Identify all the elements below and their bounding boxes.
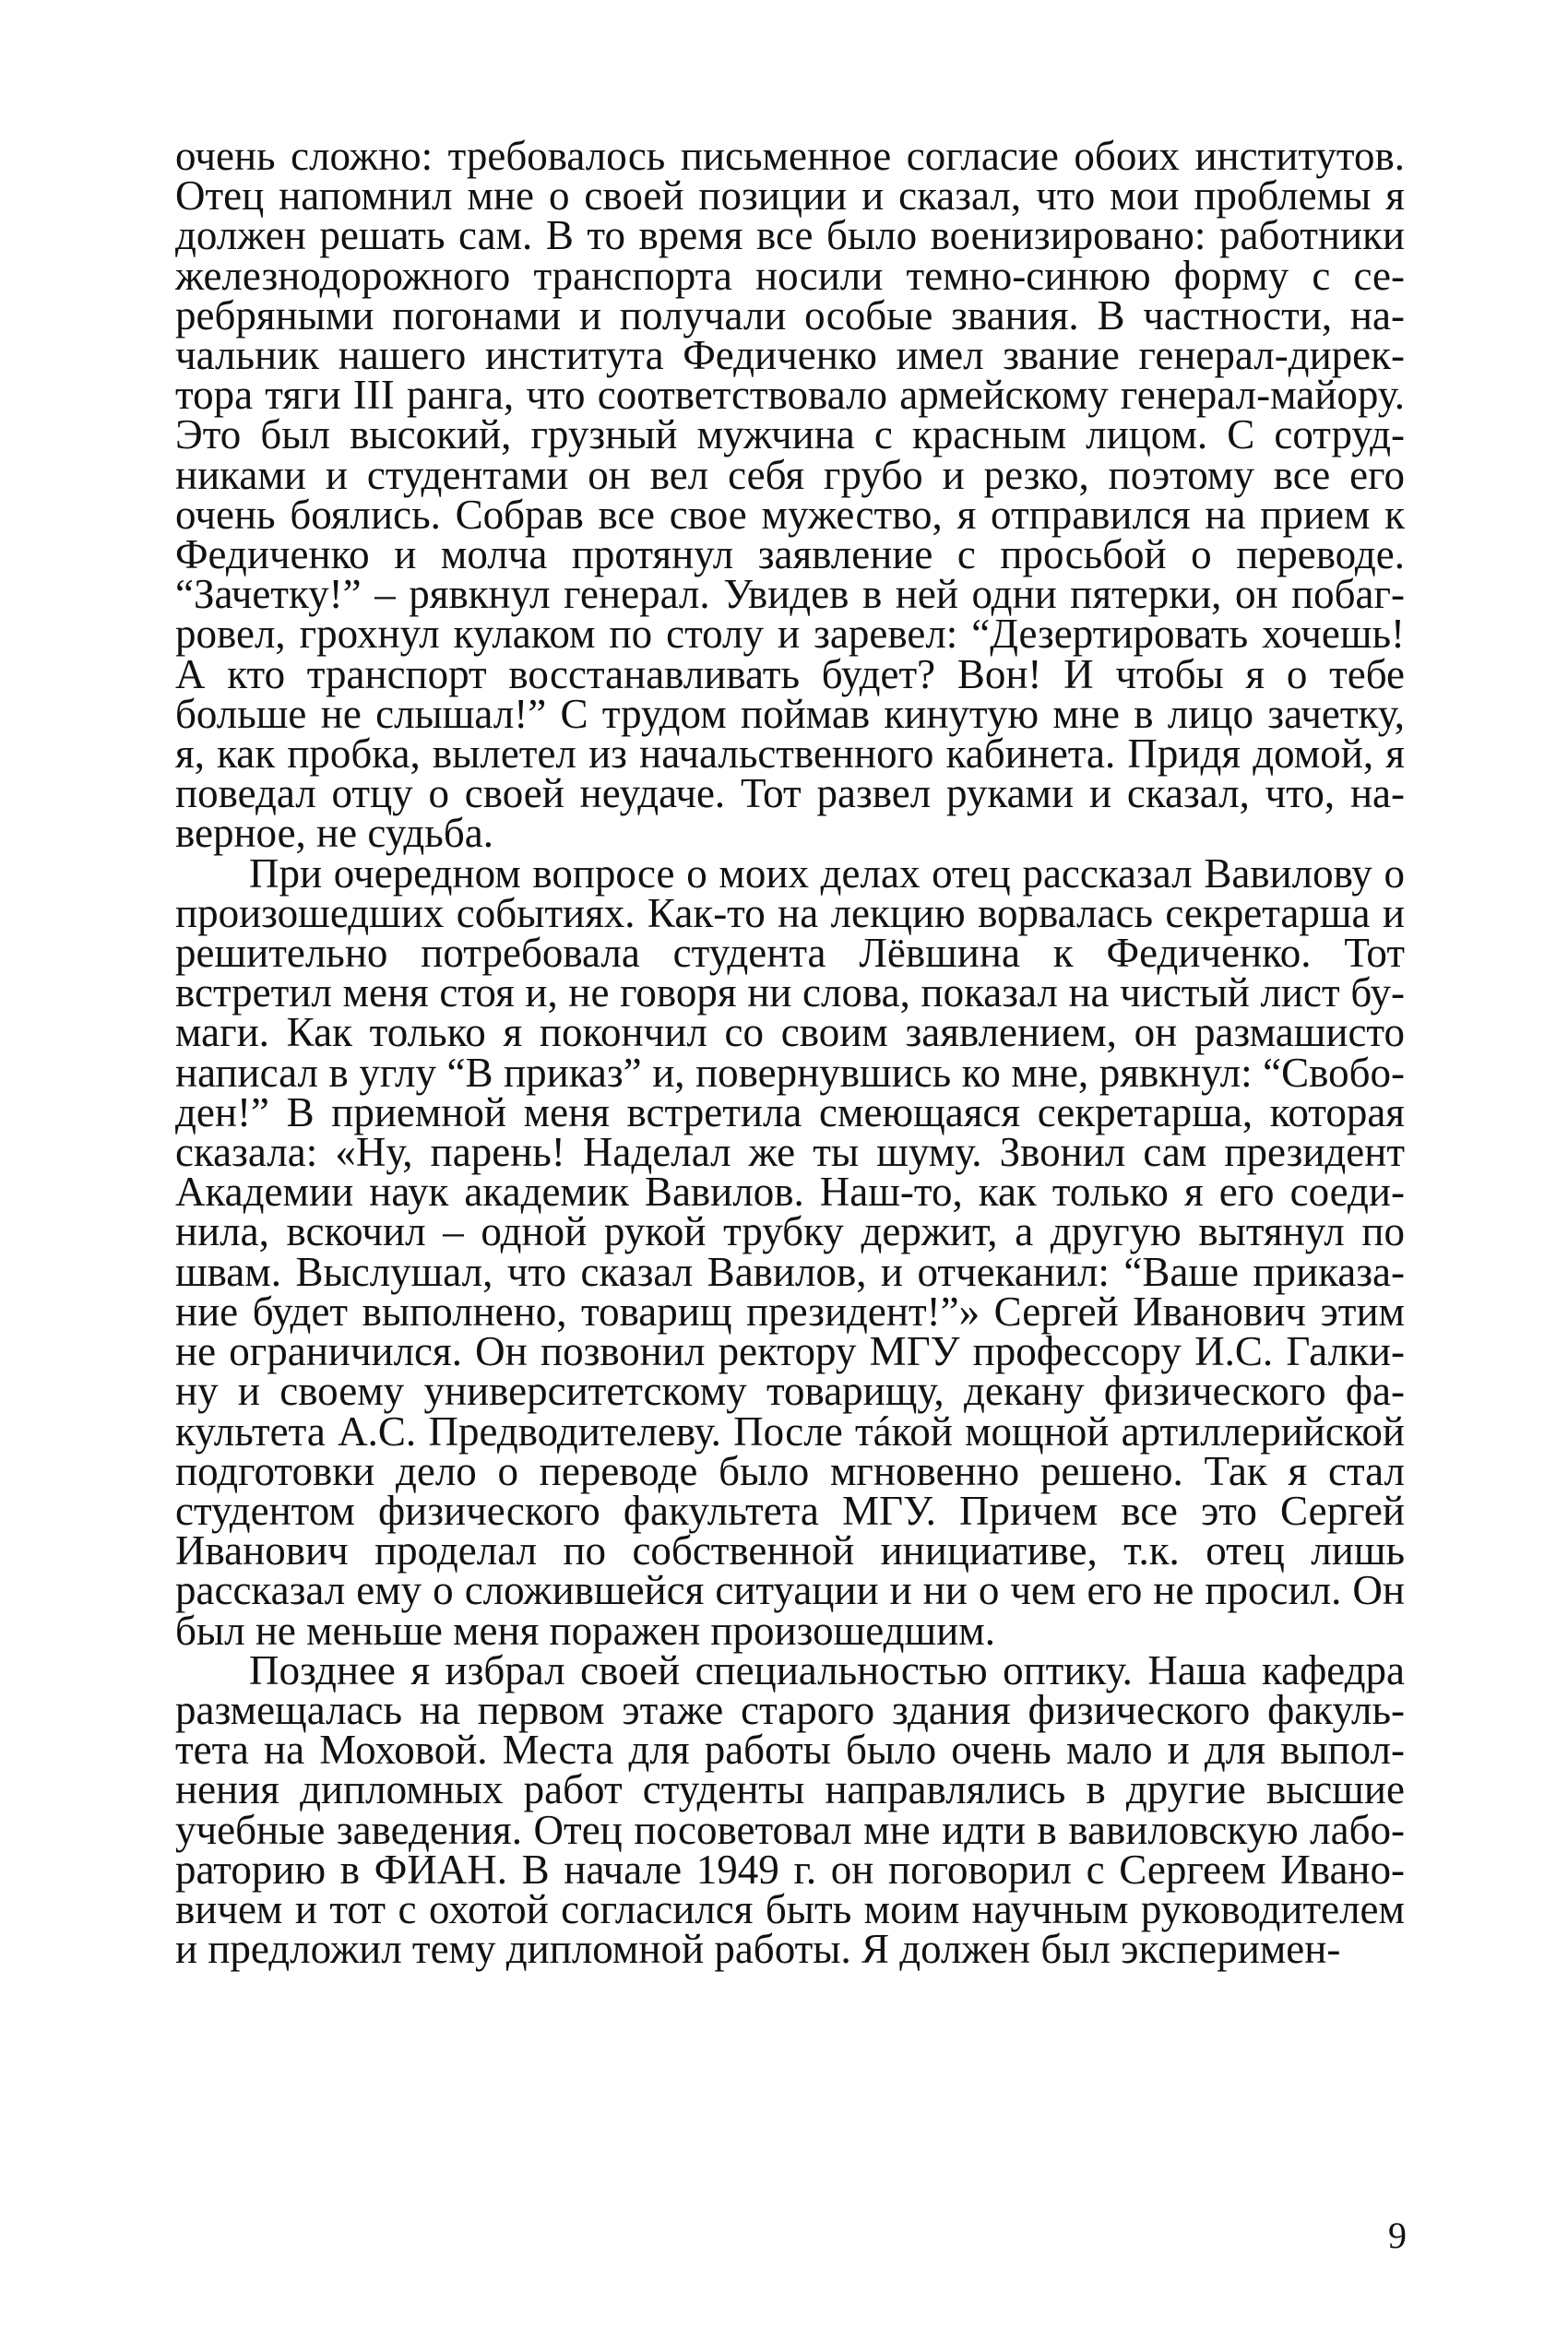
paragraph-3: Позднее я избрал своей специальностью оптику. Наша кафедра размещалась на первом этаже старого здания физического факультета на Моховой. Места для работы было очень мало и для выполнения дипломных работ студенты направлялись в другие высшие учебные заведения. Отец посоветовал мне идти в вавиловскую лабораторию в ФИАН. В начале 1949 г. он поговорил с Сергеем Ивановичем и тот с охотой согласился быть моим научным руководителем и предложил тему дипломной работы. Я должен был эксперимен-	[175, 1646, 1405, 1973]
paragraph-1: очень сложно: требовалось письменное согласие обоих институтов. Отец напомнил мне о своей позиции и сказал, что мои проблемы я должен решать сам. В то время все было военизировано: работники железнодорожного транспорта носили темно-синюю форму с серебряными погонами и получали особые звания. В частности, начальник нашего института Федиченко имел звание генерал-директора тяги III ранга, что соответствовало армейскому генерал-майору. Это был высокий, грузный мужчина с красным лицом. С сотрудниками и студентами он вел себя грубо и резко, поэтому все его очень боялись. Собрав все свое мужество, я отправился на прием к Федиченко и молча протянул заявление с просьбой о переводе. “Зачетку!” – рявкнул генерал. Увидев в ней одни пятерки, он побагровел, грохнул кулаком по столу и заревел: “Дезертировать хочешь! А кто транспорт восстанавливать будет? Вон! И чтобы я о тебе больше не слышал!” С трудом поймав кинутую мне в лицо зачетку, я, как пробка, вылетел из начальственного кабинета. Придя домой, я поведал отцу о своей неудаче. Тот развел руками и сказал, что, наверное, не судьба.	[175, 133, 1405, 857]
page-text-column	[175, 133, 1405, 1973]
page-number: 9	[1388, 2215, 1407, 2256]
paragraph-2: При очередном вопросе о моих делах отец рассказал Вавилову о произошедших событиях. Как-то на лекцию ворвалась секретарша и решительно потребовала студента Лёвшина к Федиченко. Тот встретил меня стоя и, не говоря ни слова, показал на чистый лист бумаги. Как только я покончил со своим заявлением, он размашисто написал в углу “В приказ” и, повернувшись ко мне, рявкнул: “Свободен!” В приемной меня встретила смеющаяся секретарша, которая сказала: «Ну, парень! Наделал же ты шуму. Звонил сам президент Академии наук академик Вавилов. Наш-то, как только я его соединила, вскочил – одной рукой трубку держит, а другую вытянул по швам. Выслушал, что сказал Вавилов, и отчеканил: “Ваше приказание будет выполнено, товарищ президент!”» Сергей Иванович этим не ограничился. Он позвонил ректору МГУ профессору И.С. Галкину и своему университетскому товарищу, декану физического факультета А.С. Предводителеву. После тáкой мощной артиллерийской подготовки дело о переводе было мгновенно решено. Так я стал студентом физического факультета МГУ. Причем все это Сергей Иванович проделал по собственной инициативе, т.к. отец лишь рассказал ему о сложившейся ситуации и ни о чем его не просил. Он был не меньше меня поражен произошедшим.	[175, 849, 1405, 1654]
body-text	[175, 133, 1405, 1973]
